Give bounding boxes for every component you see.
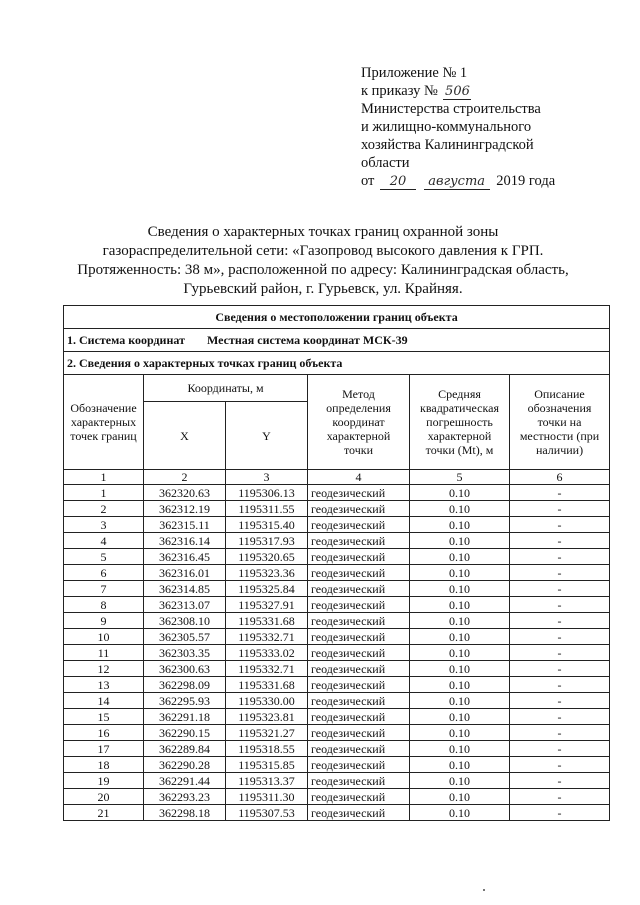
y-coordinate-cell: 1195331.68 [226,613,308,629]
table-row [64,709,610,725]
header-y: Y [226,402,308,470]
scan-speck [483,889,485,891]
error-cell: 0.10 [410,661,510,677]
table-row [64,517,610,533]
y-coordinate-cell: 1195306.13 [226,485,308,501]
error-cell: 0.10 [410,581,510,597]
error-cell: 0.10 [410,549,510,565]
method-cell: геодезический [308,581,410,597]
description-cell: - [510,677,610,693]
x-coordinate-cell: 362315.11 [144,517,226,533]
x-coordinate-cell: 362305.57 [144,629,226,645]
error-cell: 0.10 [410,613,510,629]
point-number-cell: 19 [64,773,144,789]
method-cell: геодезический [308,789,410,805]
coordinate-system-value: Местная система координат МСК-39 [206,333,408,347]
description-cell: - [510,645,610,661]
y-coordinate-cell: 1195321.27 [226,725,308,741]
method-cell: геодезический [308,597,410,613]
y-coordinate-cell: 1195323.81 [226,709,308,725]
method-cell: геодезический [308,773,410,789]
coordinate-system-label: 1. Система координат [67,333,185,347]
error-cell: 0.10 [410,565,510,581]
table-row [64,677,610,693]
appendix-header [361,64,621,190]
description-cell: - [510,773,610,789]
header-designation: Обозначение характерных точек границ [64,375,144,470]
description-cell: - [510,725,610,741]
error-cell: 0.10 [410,677,510,693]
point-number-cell: 2 [64,501,144,517]
y-coordinate-cell: 1195315.85 [226,757,308,773]
x-coordinate-cell: 362293.23 [144,789,226,805]
table-row [64,645,610,661]
header-x: X [144,402,226,470]
title-line-1: Сведения о характерных точках границ охранной зоны [147,224,499,240]
y-coordinate-cell: 1195331.68 [226,677,308,693]
table-row [64,597,610,613]
method-cell: геодезический [308,661,410,677]
point-number-cell: 20 [64,789,144,805]
error-cell: 0.10 [410,725,510,741]
table-row [64,725,610,741]
method-cell: геодезический [308,693,410,709]
order-date [361,172,621,190]
description-cell: - [510,517,610,533]
error-cell: 0.10 [410,533,510,549]
description-cell: - [510,789,610,805]
description-cell: - [510,565,610,581]
method-cell: геодезический [308,533,410,549]
table-row [64,613,610,629]
y-coordinate-cell: 1195317.93 [226,533,308,549]
header-coordinates: Координаты, м [144,375,308,402]
appendix-title: Приложение № 1 [361,65,468,81]
order-number-handwritten: 506 [445,84,470,99]
table-row [64,757,610,773]
error-cell: 0.10 [410,757,510,773]
point-number-cell: 12 [64,661,144,677]
column-number: 1 [64,470,144,485]
y-coordinate-cell: 1195307.53 [226,805,308,821]
x-coordinate-cell: 362289.84 [144,741,226,757]
error-cell: 0.10 [410,597,510,613]
table-row [64,533,610,549]
y-coordinate-cell: 1195327.91 [226,597,308,613]
y-coordinate-cell: 1195330.00 [226,693,308,709]
x-coordinate-cell: 362308.10 [144,613,226,629]
y-coordinate-cell: 1195333.02 [226,645,308,661]
description-cell: - [510,709,610,725]
error-cell: 0.10 [410,485,510,501]
description-cell: - [510,597,610,613]
column-number-row [64,470,610,485]
y-coordinate-cell: 1195318.55 [226,741,308,757]
point-number-cell: 15 [64,709,144,725]
ministry-line-2: и жилищно-коммунального [361,119,532,135]
column-number: 2 [144,470,226,485]
x-coordinate-cell: 362303.35 [144,645,226,661]
x-coordinate-cell: 362312.19 [144,501,226,517]
points-section-title: 2. Сведения о характерных точках границ объекта [64,352,610,375]
error-cell: 0.10 [410,789,510,805]
error-cell: 0.10 [410,709,510,725]
point-number-cell: 5 [64,549,144,565]
column-number: 4 [308,470,410,485]
title-line-4: Гурьевский район, г. Гурьевск, ул. Крайняя. [183,281,463,297]
x-coordinate-cell: 362313.07 [144,597,226,613]
point-number-cell: 3 [64,517,144,533]
table-row [64,549,610,565]
table-body [64,485,610,821]
ministry-line-4: области [361,155,410,171]
x-coordinate-cell: 362291.18 [144,709,226,725]
description-cell: - [510,613,610,629]
x-coordinate-cell: 362300.63 [144,661,226,677]
x-coordinate-cell: 362316.45 [144,549,226,565]
x-coordinate-cell: 362290.15 [144,725,226,741]
description-cell: - [510,581,610,597]
header-method: Метод определения координат характерной точки [308,375,410,470]
description-cell: - [510,661,610,677]
description-cell: - [510,549,610,565]
y-coordinate-cell: 1195323.36 [226,565,308,581]
x-coordinate-cell: 362316.14 [144,533,226,549]
x-coordinate-cell: 362290.28 [144,757,226,773]
header-error: Средняя квадратическая погрешность характерной точки (Mt), м [410,375,510,470]
method-cell: геодезический [308,805,410,821]
point-number-cell: 6 [64,565,144,581]
point-number-cell: 8 [64,597,144,613]
point-number-cell: 4 [64,533,144,549]
point-number-cell: 21 [64,805,144,821]
method-cell: геодезический [308,517,410,533]
table-row [64,629,610,645]
point-number-cell: 17 [64,741,144,757]
document-title [60,223,586,299]
description-cell: - [510,533,610,549]
method-cell: геодезический [308,565,410,581]
method-cell: геодезический [308,549,410,565]
date-year: 2019 года [496,173,556,189]
coordinate-system-row [64,329,610,352]
description-cell: - [510,741,610,757]
order-reference [361,82,621,100]
description-cell: - [510,629,610,645]
description-cell: - [510,757,610,773]
method-cell: геодезический [308,645,410,661]
y-coordinate-cell: 1195325.84 [226,581,308,597]
point-number-cell: 14 [64,693,144,709]
table-row [64,565,610,581]
point-number-cell: 18 [64,757,144,773]
table-row [64,485,610,501]
point-number-cell: 9 [64,613,144,629]
column-number: 3 [226,470,308,485]
date-month-handwritten: августа [424,174,490,190]
method-cell: геодезический [308,725,410,741]
description-cell: - [510,693,610,709]
x-coordinate-cell: 362298.18 [144,805,226,821]
x-coordinate-cell: 362291.44 [144,773,226,789]
description-cell: - [510,485,610,501]
method-cell: геодезический [308,485,410,501]
column-number: 6 [510,470,610,485]
x-coordinate-cell: 362320.63 [144,485,226,501]
error-cell: 0.10 [410,645,510,661]
date-day-handwritten: 20 [380,174,416,190]
method-cell: геодезический [308,757,410,773]
x-coordinate-cell: 362316.01 [144,565,226,581]
error-cell: 0.10 [410,629,510,645]
x-coordinate-cell: 362298.09 [144,677,226,693]
error-cell: 0.10 [410,517,510,533]
table-row [64,661,610,677]
method-cell: геодезический [308,677,410,693]
point-number-cell: 7 [64,581,144,597]
point-number-cell: 16 [64,725,144,741]
description-cell: - [510,805,610,821]
point-number-cell: 10 [64,629,144,645]
y-coordinate-cell: 1195311.30 [226,789,308,805]
error-cell: 0.10 [410,805,510,821]
method-cell: геодезический [308,741,410,757]
y-coordinate-cell: 1195315.40 [226,517,308,533]
x-coordinate-cell: 362295.93 [144,693,226,709]
title-line-3: Протяженность: 38 м», расположенной по адресу: Калининградская область, [77,262,569,278]
table-row [64,741,610,757]
table-row [64,773,610,789]
order-prefix: к приказу № [361,83,438,99]
date-prefix: от [361,173,375,189]
y-coordinate-cell: 1195332.71 [226,629,308,645]
error-cell: 0.10 [410,693,510,709]
method-cell: геодезический [308,629,410,645]
boundary-points-table [63,305,610,821]
point-number-cell: 13 [64,677,144,693]
ministry-line-1: Министерства строительства [361,101,541,117]
point-number-cell: 11 [64,645,144,661]
header-description: Описание обозначения точки на местности (при наличии) [510,375,610,470]
error-cell: 0.10 [410,773,510,789]
error-cell: 0.10 [410,741,510,757]
y-coordinate-cell: 1195311.55 [226,501,308,517]
table-row [64,581,610,597]
table-row [64,789,610,805]
y-coordinate-cell: 1195313.37 [226,773,308,789]
y-coordinate-cell: 1195332.71 [226,661,308,677]
column-number: 5 [410,470,510,485]
table-row [64,805,610,821]
x-coordinate-cell: 362314.85 [144,581,226,597]
method-cell: геодезический [308,613,410,629]
description-cell: - [510,501,610,517]
table-row [64,501,610,517]
method-cell: геодезический [308,709,410,725]
table-row [64,693,610,709]
error-cell: 0.10 [410,501,510,517]
ministry-line-3: хозяйства Калининградской [361,137,534,153]
point-number-cell: 1 [64,485,144,501]
y-coordinate-cell: 1195320.65 [226,549,308,565]
method-cell: геодезический [308,501,410,517]
section-title: Сведения о местоположении границ объекта [64,306,610,329]
title-line-2: газораспределительной сети: «Газопровод высокого давления к ГРП. [102,243,544,259]
